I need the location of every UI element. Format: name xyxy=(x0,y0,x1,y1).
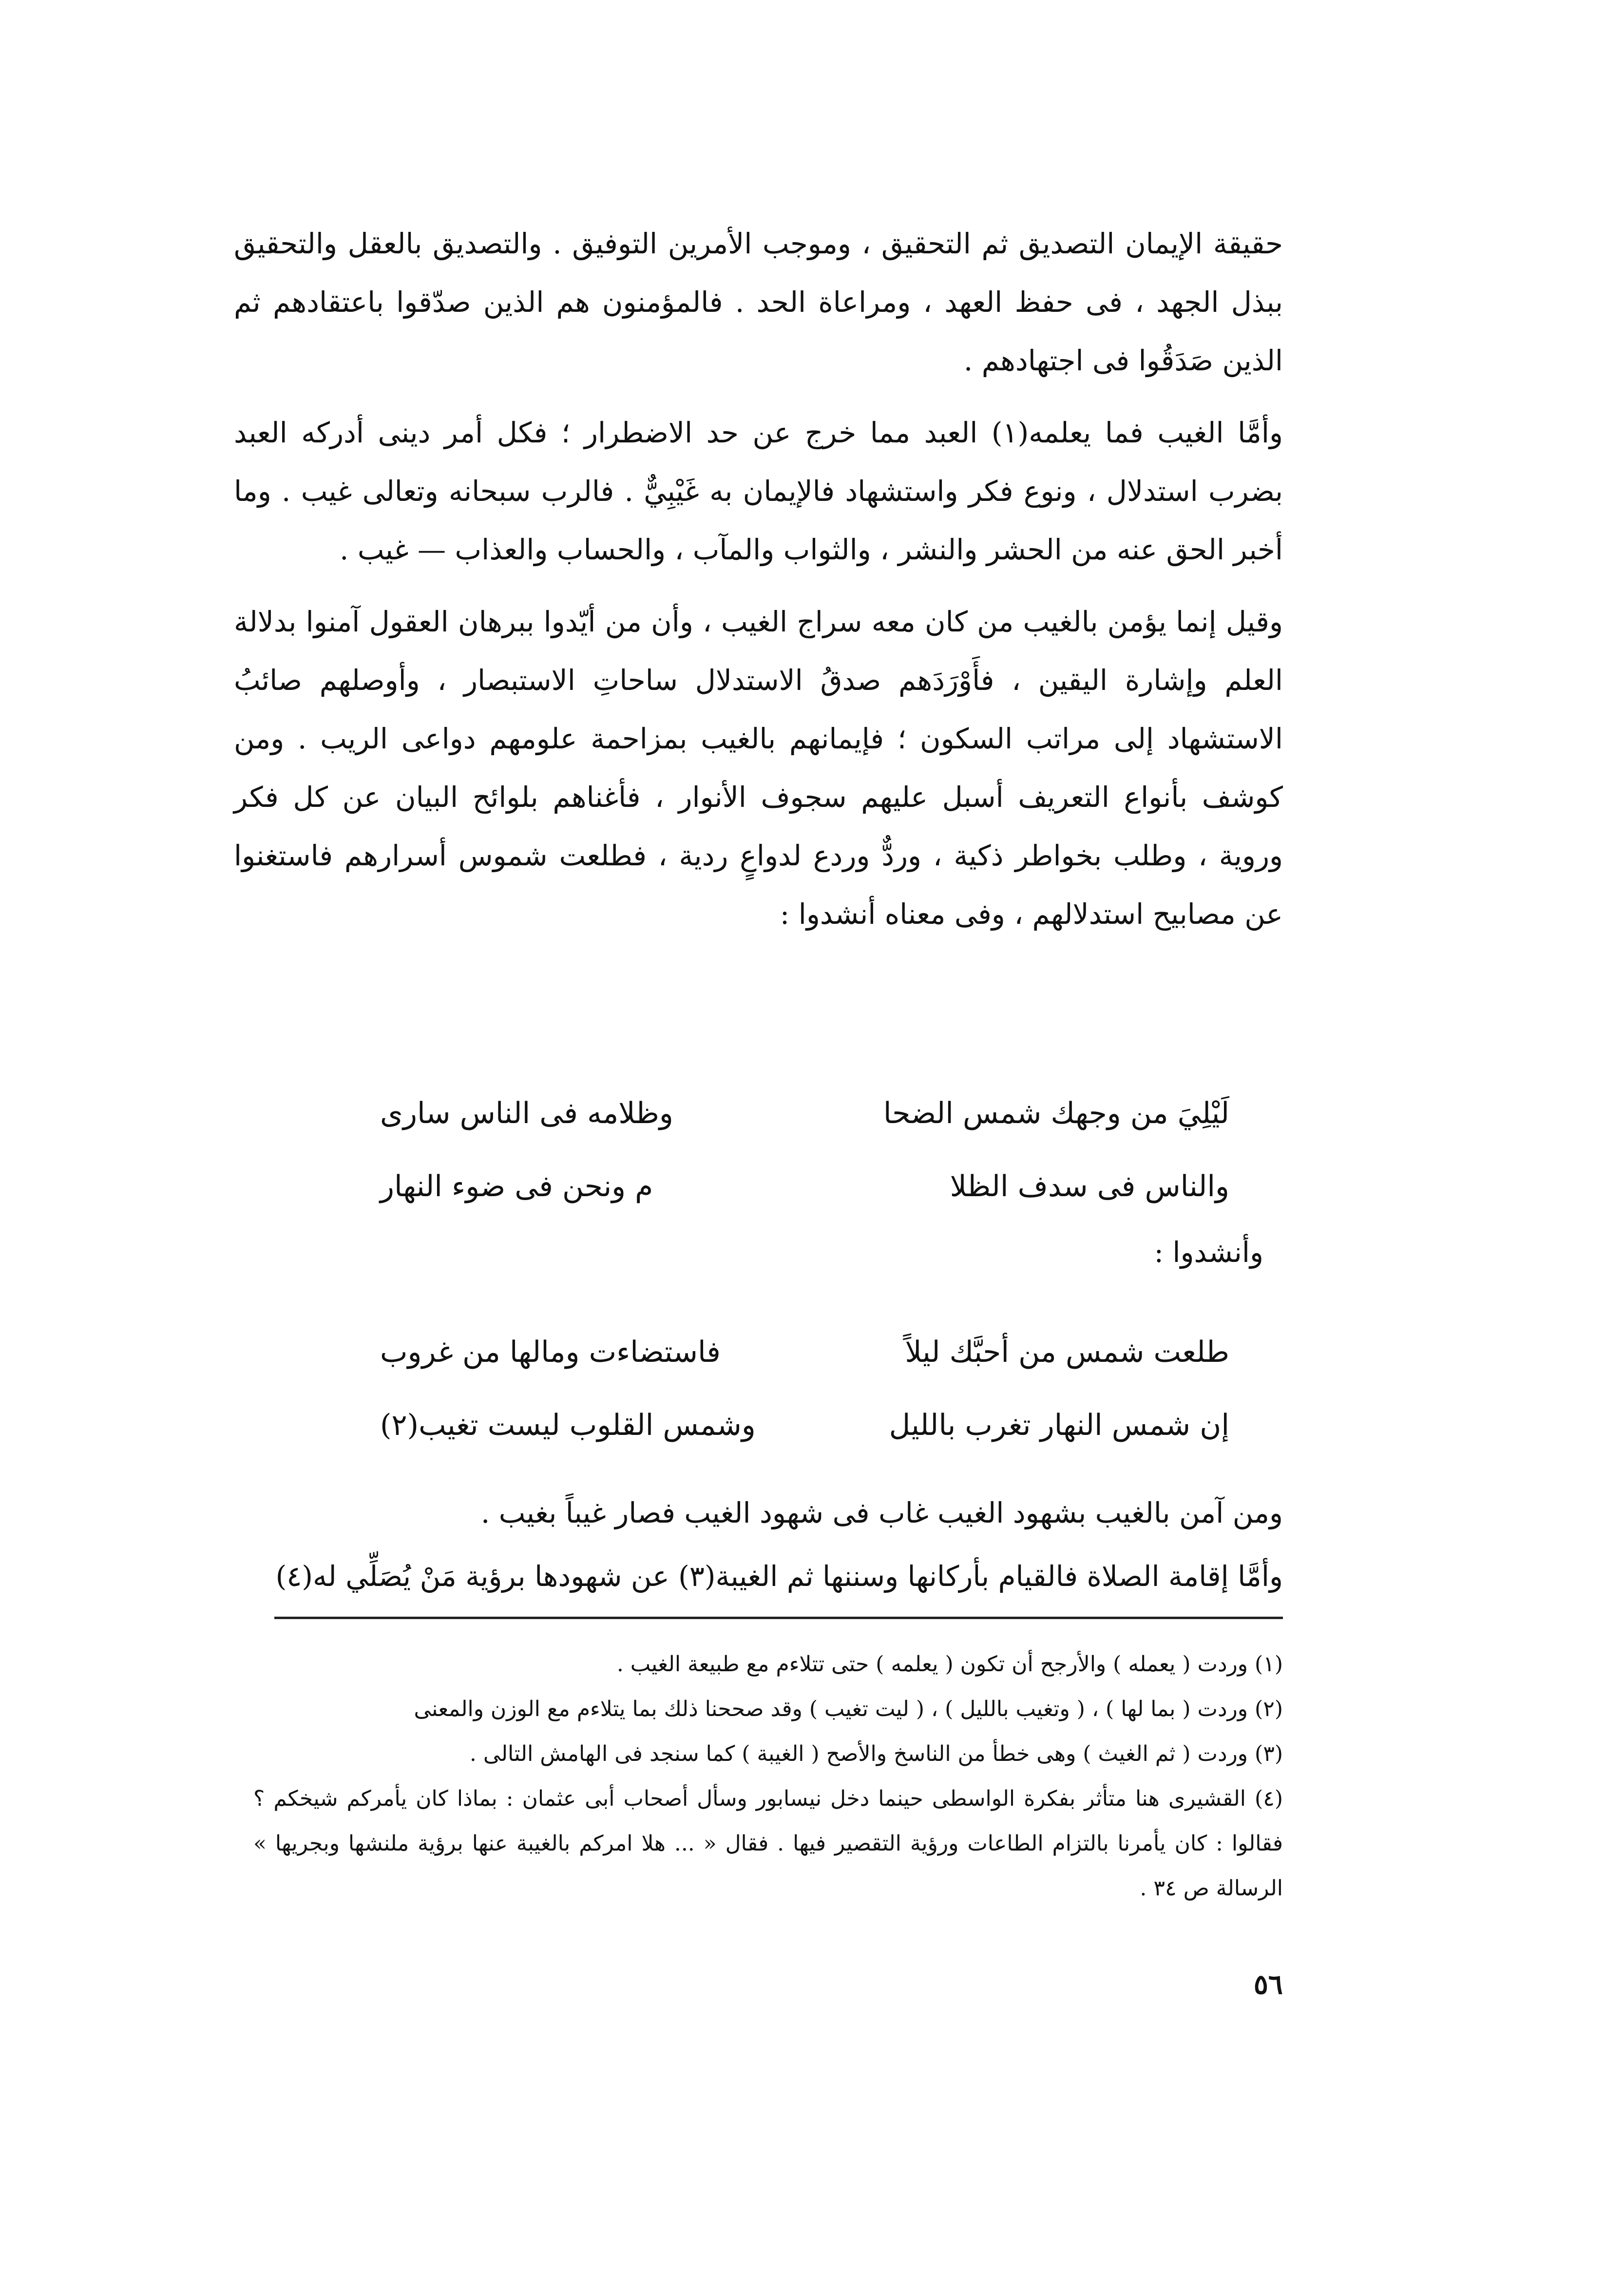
verse-line xyxy=(380,1150,1229,1223)
main-text xyxy=(234,214,1283,957)
closing-text xyxy=(234,1481,1283,1608)
paragraph-siraj: وقيل إنما يؤمن بالغيب من كان معه سراج الغيب ، وأن من أيّدوا ببرهان العقول آمنوا بدلالة العلم وإشارة اليقين ، فأَوْرَدَهم صدقُ الاستدلال ساحاتِ الاستبصار ، وأوصلهم صائبُ الاستشهاد إلى مراتب السكون ؛ فإيمانهم بالغيب بمزاحمة علومهم دواعى الريب . ومن كوشف بأنواع التعريف أسبل عليهم سجوف الأنوار ، فأغناهم بلوائح البيان عن كل فكر وروية ، وطلب بخواطر ذكية ، وردٌّ وردع لدواعٍ ردية ، فطلعت شموس أسرارهم فاستغنوا عن مصابيح استدلالهم ، وفى معناه أنشدوا : xyxy=(234,605,1283,931)
verse-hemistich-left: فاستضاءت ومالها من غروب xyxy=(380,1335,721,1369)
verse-hemistich-right: لَيْلِيَ من وجهك شمس الضحا xyxy=(883,1096,1229,1130)
footnotes xyxy=(253,1642,1283,1911)
page-number: ٥٦ xyxy=(1253,1968,1283,2001)
verse-block-2 xyxy=(380,1316,1229,1462)
verse-hemistich-left: م ونحن فى ضوء النهار xyxy=(380,1169,653,1203)
verse-hemistich-right: طلعت شمس من أحبَّك ليلاً xyxy=(905,1335,1229,1369)
footnote-4: (٤) القشيرى هنا متأثر بفكرة الواسطى حينما دخل نيسابور وسأل أصحاب أبى عثمان : بماذا كان يأمركم شيخكم ؟ فقالوا : كان يأمرنا بالتزام الطاعات ورؤية التقصير فيها . فقال « ... هلا امركم بالغيبة عنها برؤية ملنشها وبجريها » الرسالة ص ٣٤ . xyxy=(253,1786,1283,1901)
verse-hemistich-right: والناس فى سدف الظلا xyxy=(950,1169,1229,1203)
verse-hemistich-left: وظلامه فى الناس سارى xyxy=(380,1096,673,1130)
anshadu-line: وأنشدوا : xyxy=(1154,1236,1263,1269)
verse-line xyxy=(380,1077,1229,1150)
footnote-3: (٣) وردت ( ثم الغيث ) وهى خطأ من الناسخ والأصح ( الغيبة ) كما سنجد فى الهامش التالى . xyxy=(469,1741,1283,1766)
verse-hemistich-right: إن شمس النهار تغرب بالليل xyxy=(889,1408,1229,1442)
footnote-divider xyxy=(274,1617,1283,1619)
verse-line xyxy=(380,1389,1229,1462)
verse-hemistich-left: وشمس القلوب ليست تغيب(٢) xyxy=(380,1408,756,1442)
footnote-1: (١) وردت ( يعمله ) والأرجح أن تكون ( يعلمه ) حتى تتلاءم مع طبيعة الغيب . xyxy=(616,1652,1283,1677)
verse-block-1 xyxy=(380,1077,1229,1223)
footnote-2: (٢) وردت ( بما لها ) ، ( وتغيب بالليل ) ، ( ليت تغيب ) وقد صححنا ذلك بما يتلاءم مع الوزن والمعنى xyxy=(414,1697,1283,1721)
paragraph-iman: حقيقة الإيمان التصديق ثم التحقيق ، وموجب الأمرين التوفيق . والتصديق بالعقل والتحقيق ببذل الجهد ، فى حفظ العهد ، ومراعاة الحد . فالمؤمنون هم الذين صدّقوا باعتقادهم ثم الذين صَدَقُوا فى اجتهادهم . xyxy=(234,227,1283,377)
verse-line xyxy=(380,1316,1229,1389)
paragraph-salat: وأمَّا إقامة الصلاة فالقيام بأركانها وسننها ثم الغيبة(٣) عن شهودها برؤية مَنْ يُصَلِّي له(٤) xyxy=(275,1560,1283,1593)
paragraph-ghayb-shuhud: ومن آمن بالغيب بشهود الغيب غاب فى شهود الغيب فصار غيباً بغيب . xyxy=(480,1496,1283,1529)
paragraph-ghayb: وأمَّا الغيب فما يعلمه(١) العبد مما خرج عن حد الاضطرار ؛ فكل أمر دينى أدركه العبد بضرب استدلال ، ونوع فكر واستشهاد فالإيمان به غَيْبِيٌّ . فالرب سبحانه وتعالى غيب . وما أخبر الحق عنه من الحشر والنشر ، والثواب والمآب ، والحساب والعذاب — غيب . xyxy=(234,416,1283,566)
